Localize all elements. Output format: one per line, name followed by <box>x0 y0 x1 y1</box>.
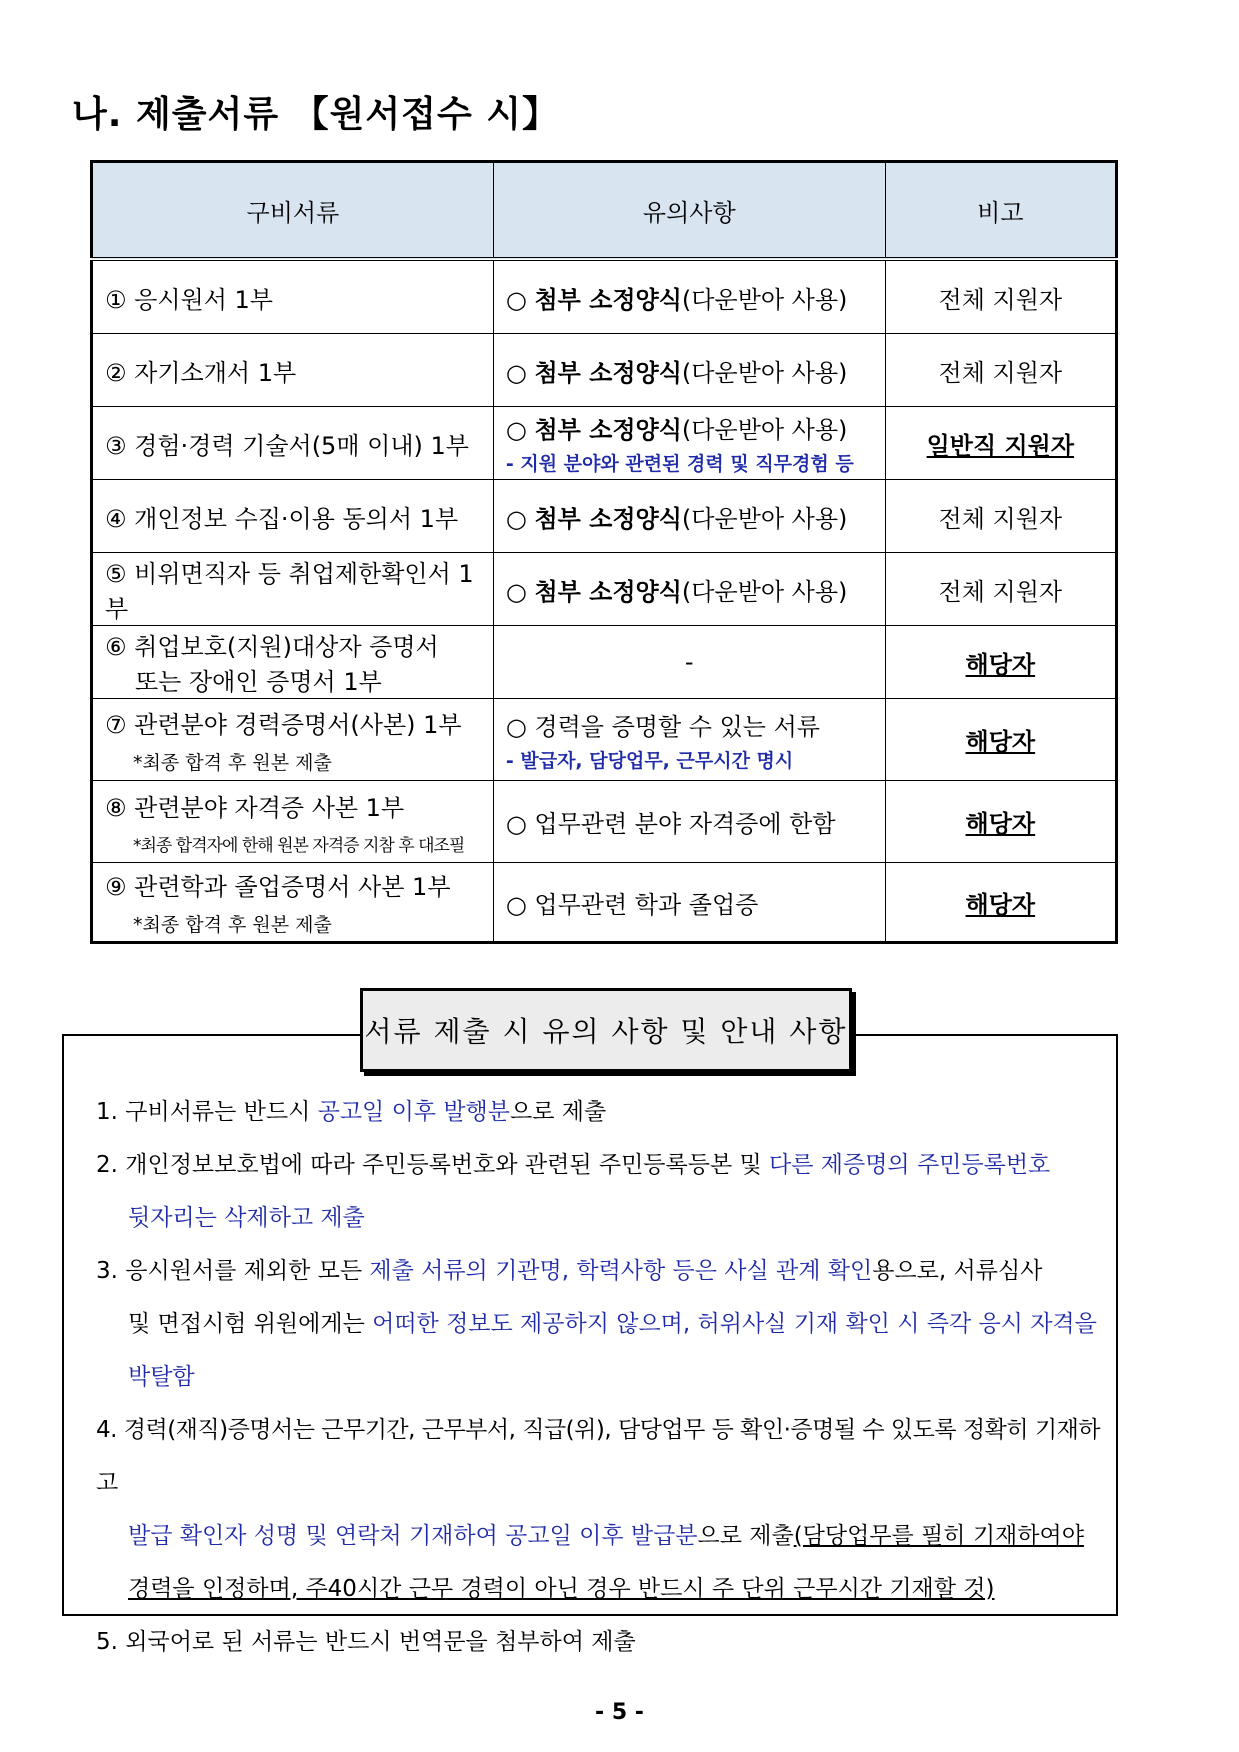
table-row <box>92 480 1117 553</box>
page-title: 나. 제출서류 【원서접수 시】 <box>72 94 560 135</box>
note-cell: - <box>493 626 885 699</box>
documents-table <box>90 160 1118 944</box>
notice-item-2: 2. 개인정보보호법에 따라 주민등록번호와 관련된 주민등록등본 및 다른 제증명의 주민등록번호 뒷자리는 삭제하고 제출 <box>96 1152 1051 1231</box>
table-row <box>92 699 1117 781</box>
notice-item-3: 3. 응시원서를 제외한 모든 제출 서류의 기관명, 학력사항 등은 사실 관계 확인용으로, 서류심사 및 면접시험 위원에게는 어떠한 정보도 제공하지 않으며, 허위사실 기재 확인 시 즉각 응시 자격을 박탈함 <box>96 1258 1097 1390</box>
doc-cell: ④ 개인정보 수집·이용 동의서 1부 <box>92 480 494 553</box>
table-row <box>92 553 1117 626</box>
table-header-row <box>92 162 1117 260</box>
table-row <box>92 863 1117 943</box>
doc-cell: ⑧ 관련분야 자격증 사본 1부 *최종 합격자에 한해 원본 자격증 지참 후 대조필 <box>92 781 494 863</box>
notice-item-4: 4. 경력(재직)증명서는 근무기간, 근무부서, 직급(위), 담당업무 등 확인·증명될 수 있도록 정확히 기재하고 발급 확인자 성명 및 연락처 기재하여 공고일 이후 발급분으로 제출(담당업무를 필히 기재하여야 경력을 인정하며, 주40시간 근무 경력이 아닌 경우 반드시 주 단위 근무시간 기재할 것) <box>96 1417 1101 1602</box>
doc-cell: ③ 경험·경력 기술서(5매 이내) 1부 <box>92 407 494 480</box>
notice-item-1: 1. 구비서류는 반드시 공고일 이후 발행분으로 제출 <box>96 1099 607 1125</box>
remark-cell: 해당자 <box>885 781 1116 863</box>
header-remarks: 비고 <box>885 162 1116 260</box>
remark-cell: 전체 지원자 <box>885 259 1116 334</box>
remark-cell: 전체 지원자 <box>885 334 1116 407</box>
page-number: - 5 - <box>595 1700 644 1725</box>
note-cell: ○ 업무관련 학과 졸업증 <box>493 863 885 943</box>
remark-cell: 해당자 <box>885 863 1116 943</box>
doc-cell: ② 자기소개서 1부 <box>92 334 494 407</box>
note-sub-text: - 지원 분야와 관련된 경력 및 직무경험 등 <box>505 453 854 475</box>
doc-cell: ① 응시원서 1부 <box>92 259 494 334</box>
note-cell: ○ 업무관련 분야 자격증에 한함 <box>493 781 885 863</box>
table-row <box>92 334 1117 407</box>
notice-list <box>96 1086 1108 1669</box>
notice-item-5: 5. 외국어로 된 서류는 반드시 번역문을 첨부하여 제출 <box>96 1629 636 1655</box>
table-row <box>92 407 1117 480</box>
note-cell: ○ 첨부 소정양식(다운받아 사용) <box>493 553 885 626</box>
header-notes: 유의사항 <box>493 162 885 260</box>
note-cell: ○ 첨부 소정양식(다운받아 사용) <box>493 259 885 334</box>
table-row <box>92 781 1117 863</box>
table-row <box>92 259 1117 334</box>
remark-cell: 전체 지원자 <box>885 480 1116 553</box>
note-cell: ○ 첨부 소정양식(다운받아 사용) <box>493 334 885 407</box>
notice-title: 서류 제출 시 유의 사항 및 안내 사항 <box>360 988 852 1072</box>
note-cell: ○ 첨부 소정양식(다운받아 사용) <box>493 480 885 553</box>
table-row <box>92 626 1117 699</box>
doc-cell: ⑥ 취업보호(지원)대상자 증명서 또는 장애인 증명서 1부 <box>92 626 494 699</box>
remark-cell: 해당자 <box>885 699 1116 781</box>
remark-cell: 전체 지원자 <box>885 553 1116 626</box>
note-sub-text: - 발급자, 담당업무, 근무시간 명시 <box>505 749 794 772</box>
note-cell: ○ 첨부 소정양식(다운받아 사용) - 지원 분야와 관련된 경력 및 직무경험 등 <box>493 407 885 480</box>
doc-cell: ⑦ 관련분야 경력증명서(사본) 1부 *최종 합격 후 원본 제출 <box>92 699 494 781</box>
remark-cell: 일반직 지원자 <box>885 407 1116 480</box>
header-documents: 구비서류 <box>92 162 494 260</box>
note-cell: ○ 경력을 증명할 수 있는 서류 - 발급자, 담당업무, 근무시간 명시 <box>493 699 885 781</box>
doc-cell: ⑨ 관련학과 졸업증명서 사본 1부 *최종 합격 후 원본 제출 <box>92 863 494 943</box>
remark-cell: 해당자 <box>885 626 1116 699</box>
doc-cell: ⑤ 비위면직자 등 취업제한확인서 1부 <box>92 553 494 626</box>
